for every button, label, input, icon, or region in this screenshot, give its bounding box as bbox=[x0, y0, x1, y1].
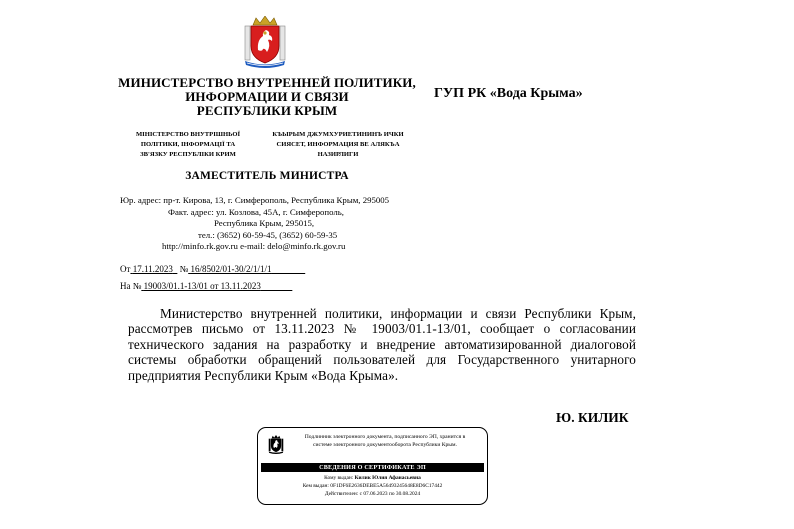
ministry-title-line: РЕСПУБЛИКИ КРЫМ bbox=[196, 103, 338, 118]
stamp-serial-label: Кем выдан: bbox=[302, 483, 329, 489]
ministry-crh-line: КЪЫРЫМ ДЖУМХУРИЕТИНИНЪ ИЧКИ bbox=[272, 131, 404, 138]
ministry-uk-line: ЗВ'ЯЗКУ РЕСПУБЛІКИ КРИМ bbox=[140, 151, 236, 158]
stamp-validity-value: с 07.06.2023 по 30.08.2024 bbox=[359, 491, 421, 497]
ministry-name-ukrainian bbox=[124, 130, 252, 160]
stamp-owner bbox=[258, 475, 487, 482]
address-web-email[interactable]: http://minfo.rk.gov.ru e-mail: delo@minfo.rk.gov.ru bbox=[162, 241, 346, 251]
ref-number-prefix: № bbox=[179, 264, 189, 274]
ministry-title-line: МИНИСТЕРСТВО ВНУТРЕННЕЙ ПОЛИТИКИ, bbox=[118, 75, 416, 90]
stamp-owner-label: Кому выдан: bbox=[324, 475, 354, 481]
crimea-coat-of-arms-icon bbox=[243, 16, 287, 68]
address-block bbox=[108, 195, 428, 253]
address-phone: тел.: (3652) 60-59-45, (3652) 60-59-35 bbox=[198, 229, 338, 240]
stamp-note-line: системе электронного документооборота Республики Крым. bbox=[313, 441, 457, 448]
ref-number: 16/8502/01-30/2/1/1/1 bbox=[190, 264, 272, 274]
signatory-name: Ю. КИЛИК bbox=[556, 410, 629, 425]
address-legal: Юр. адрес: пр-т. Кирова, 13, г. Симферополь, Республика Крым, 295005 bbox=[120, 195, 390, 205]
crimea-coat-of-arms-icon bbox=[268, 435, 284, 454]
ministry-title bbox=[110, 76, 424, 118]
ministry-crh-line: НАЗИРЛИГИ bbox=[317, 151, 359, 158]
recipient: ГУП РК «Вода Крыма» bbox=[434, 86, 583, 101]
stamp-heading: СВЕДЕНИЯ О СЕРТИФИКАТЕ ЭП bbox=[261, 463, 484, 472]
stamp-note bbox=[288, 434, 482, 449]
deputy-minister-title: ЗАМЕСТИТЕЛЬ МИНИСТРА bbox=[185, 170, 349, 182]
ref-incoming-value: 19003/01.1-13/01 от 13.11.2023 bbox=[143, 281, 261, 291]
letter-body: Министерство внутренней политики, информации и связи Республики Крым, рассмотрев письмо от 13.11.2023 № 19003/01.1-13/01, сообщает о согласовании технического задания на разработку и внедрение автоматизированной диалоговой системы обработки обращений пользователей для Государственного унитарного предприятия Республики Крым «Вода Крыма». bbox=[128, 306, 636, 383]
stamp-owner-value: Килик Юлия Афанасьевна bbox=[354, 475, 421, 481]
address-actual: Факт. адрес: ул. Козлова, 45А, г. Симферополь, bbox=[168, 206, 344, 217]
stamp-serial-value: 0F1DF6E2636DEBE5A56493245648E8D6C17442 bbox=[330, 483, 443, 489]
ministry-uk-line: ПОЛІТИКИ, ІНФОРМАЦІЇ ТА bbox=[140, 141, 236, 148]
ministry-uk-line: МІНІСТЕРСТВО ВНУТРІШНЬОЇ bbox=[135, 131, 241, 138]
ministry-crh-line: СИЯСЕТ, ИНФОРМАЦИЯ ВЕ АЛЯКЪА bbox=[276, 141, 400, 148]
ref-incoming-prefix: На № bbox=[120, 281, 142, 291]
address-region: Республика Крым, 295015, bbox=[214, 218, 315, 228]
incoming-reference bbox=[120, 281, 292, 291]
stamp-validity-label: Действителен: bbox=[324, 491, 359, 497]
outgoing-reference bbox=[120, 264, 305, 274]
ref-from-date: 17.11.2023 bbox=[132, 264, 173, 274]
stamp-serial bbox=[258, 483, 487, 490]
ministry-title-line: ИНФОРМАЦИИ И СВЯЗИ bbox=[185, 89, 349, 104]
stamp-validity bbox=[258, 491, 487, 498]
stamp-note-line: Подлинник электронного документа, подписанного ЭП, хранится в bbox=[304, 434, 466, 440]
electronic-signature-stamp bbox=[257, 427, 488, 505]
ministry-name-crimean-tatar bbox=[258, 130, 418, 160]
ref-from-prefix: От bbox=[120, 264, 131, 274]
